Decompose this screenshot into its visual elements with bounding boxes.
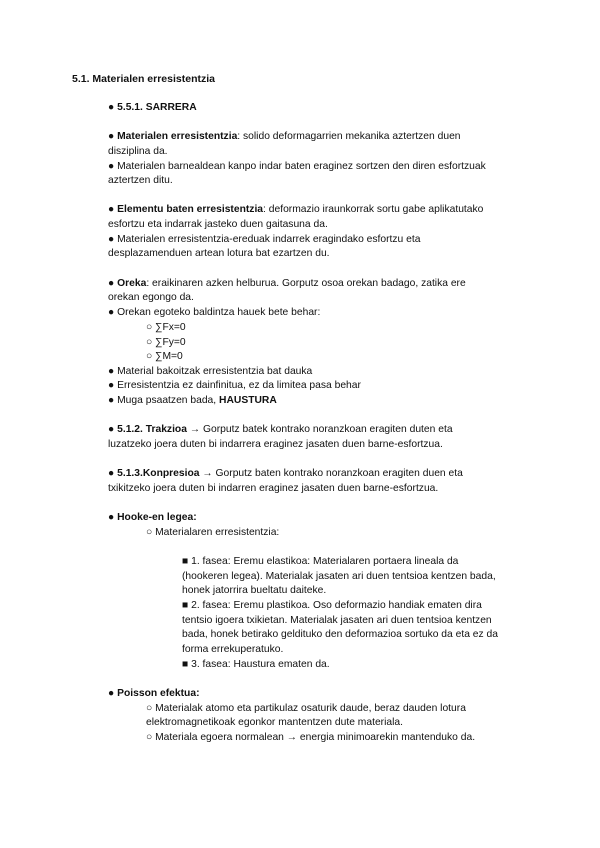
s1-line3 [108, 160, 486, 174]
phase1-text: 1. fasea: Eremu elastikoa: Materialaren portaera lineala da [191, 556, 459, 567]
s1-text: : solido deformagarrien mekanika aztertzen duen [237, 131, 461, 142]
s3-eq-fy [146, 336, 186, 350]
bullet: ● [108, 278, 115, 289]
circle-bullet: ○ [146, 322, 153, 333]
eq-m: ∑M=0 [155, 351, 183, 362]
s7-term: Poisson efektua: [117, 688, 200, 699]
bullet: ● [108, 161, 115, 172]
section-sarrera [108, 101, 197, 115]
square-bullet: ■ [182, 556, 189, 567]
s7-text1: Materialak atomo eta partikulaz osaturik daude, beraz dauden lotura [155, 703, 466, 714]
s2-line1 [108, 203, 483, 217]
s3-text6: Muga psaatzen bada, [117, 395, 220, 406]
s7-text3: Materiala egoera normalean → energia minimoarekin mantenduko da. [155, 732, 476, 743]
s1-line1 [108, 130, 461, 144]
s3-line1 [108, 277, 466, 291]
s7-line3: elektromagnetikoak egonkor mantentzen dute materiala. [146, 717, 403, 728]
bullet: ● [108, 688, 115, 699]
s1-text3: Materialen barnealdean kanpo indar baten eraginez sortzen den diren esfortzuak [117, 161, 486, 172]
eq-fy: ∑Fy=0 [155, 337, 186, 348]
square-bullet: ■ [182, 600, 189, 611]
phase2-text: 2. fasea: Eremu plastikoa. Oso deformazio handiak ematen dira [191, 600, 482, 611]
s2-line3 [108, 233, 420, 247]
sarrera-heading: 5.5.1. SARRERA [117, 102, 197, 113]
s6-term: Hooke-en legea: [117, 512, 197, 523]
s3-eq-m [146, 350, 183, 364]
phase3-text: 3. fasea: Haustura ematen da. [191, 659, 330, 670]
s3-line5 [108, 379, 361, 393]
page-title: 5.1. Materialen erresistentzia [72, 73, 215, 85]
bullet: ● [108, 424, 115, 435]
phase2-line4: forma errekuperatuko. [182, 644, 284, 655]
eq-fx: ∑Fx=0 [155, 322, 186, 333]
bullet: ● [108, 204, 115, 215]
s1-line4: aztertzen ditu. [108, 175, 173, 186]
bullet: ● [108, 131, 115, 142]
phase1-line3: honek jatorrira bueltatu daiteke. [182, 585, 327, 596]
circle-bullet: ○ [146, 732, 153, 743]
phase2-line1 [182, 599, 482, 613]
s3-text3: Orekan egoteko baldintza hauek bete behar: [117, 307, 321, 318]
s3-text4: Material bakoitzak erresistentzia bat dauka [117, 366, 313, 377]
s3-text5: Erresistentzia ez dainfinitua, ez da limitea pasa behar [117, 380, 361, 391]
s4-term: 5.1.2. Trakzioa [117, 424, 187, 435]
s4-text: → Gorputz batek kontrako noranzkoan eragiten duten eta [186, 424, 453, 435]
s7-line4 [146, 731, 475, 745]
phase2-line3: bada, honek betirako geldituko den deformazioa sortuko da eta ez da [182, 629, 498, 640]
s2-line4: desplazamenduen artean lotura bat ezartzen du. [108, 248, 330, 259]
s2-line2: esfortzu eta indarrak jasteko duen gaitasuna da. [108, 219, 328, 230]
s3-line4 [108, 365, 312, 379]
s2-text: : deformazio iraunkorrak sortu gabe aplikatutako [263, 204, 484, 215]
s7-line1 [108, 687, 200, 701]
bullet: ● [108, 380, 115, 391]
bullet: ● [108, 512, 115, 523]
s3-text: : eraikinaren azken helburua. Gorputz osoa orekan badago, zatika ere [146, 278, 466, 289]
s3-line6 [108, 394, 277, 408]
s5-line1 [108, 467, 463, 481]
s6-sub [146, 526, 279, 540]
s6-line1 [108, 511, 197, 525]
phase1-line1 [182, 555, 458, 569]
s1-term: Materialen erresistentzia [117, 131, 238, 142]
bullet: ● [108, 468, 115, 479]
s5-line2: txikitzeko joera duten bi indarren eraginez jasaten duen barne-esfortzua. [108, 483, 439, 494]
phase1-line2: (hookeren legea). Materialak jasaten ari duen tentsioa kentzen bada, [182, 571, 496, 582]
circle-bullet: ○ [146, 337, 153, 348]
s4-line2: luzatzeko joera duten bi indarrera eraginez jasaten duen barne-esfortzua. [108, 439, 443, 450]
bullet: ● [108, 366, 115, 377]
s5-term: 5.1.3.Konpresioa [117, 468, 200, 479]
s3-line2: orekan egongo da. [108, 292, 194, 303]
bullet: ● [108, 395, 115, 406]
bullet: ● [108, 307, 115, 318]
s3-eq-fx [146, 321, 186, 335]
s1-line2: disziplina da. [108, 146, 168, 157]
circle-bullet: ○ [146, 351, 153, 362]
s7-line2 [146, 702, 466, 716]
circle-bullet: ○ [146, 527, 153, 538]
phase2-line2: tentsio igoera txikietan. Materialak jasaten ari duen tentsioa kentzen [182, 615, 492, 626]
square-bullet: ■ [182, 659, 189, 670]
s5-text: → Gorputz baten kontrako noranzkoan eragiten duen eta [199, 468, 463, 479]
s3-term: Oreka [117, 278, 147, 289]
phase3-line1 [182, 658, 330, 672]
s3-line3 [108, 306, 320, 320]
bullet: ● [108, 234, 115, 245]
bullet: ● [108, 102, 115, 113]
s2-text3: Materialen erresistentzia-ereduak indarrek eragindako esfortzu eta [117, 234, 421, 245]
circle-bullet: ○ [146, 703, 153, 714]
s4-line1 [108, 423, 453, 437]
haustura: HAUSTURA [219, 395, 277, 406]
s2-term: Elementu baten erresistentzia [117, 204, 264, 215]
s6-sub-text: Materialaren erresistentzia: [155, 527, 280, 538]
